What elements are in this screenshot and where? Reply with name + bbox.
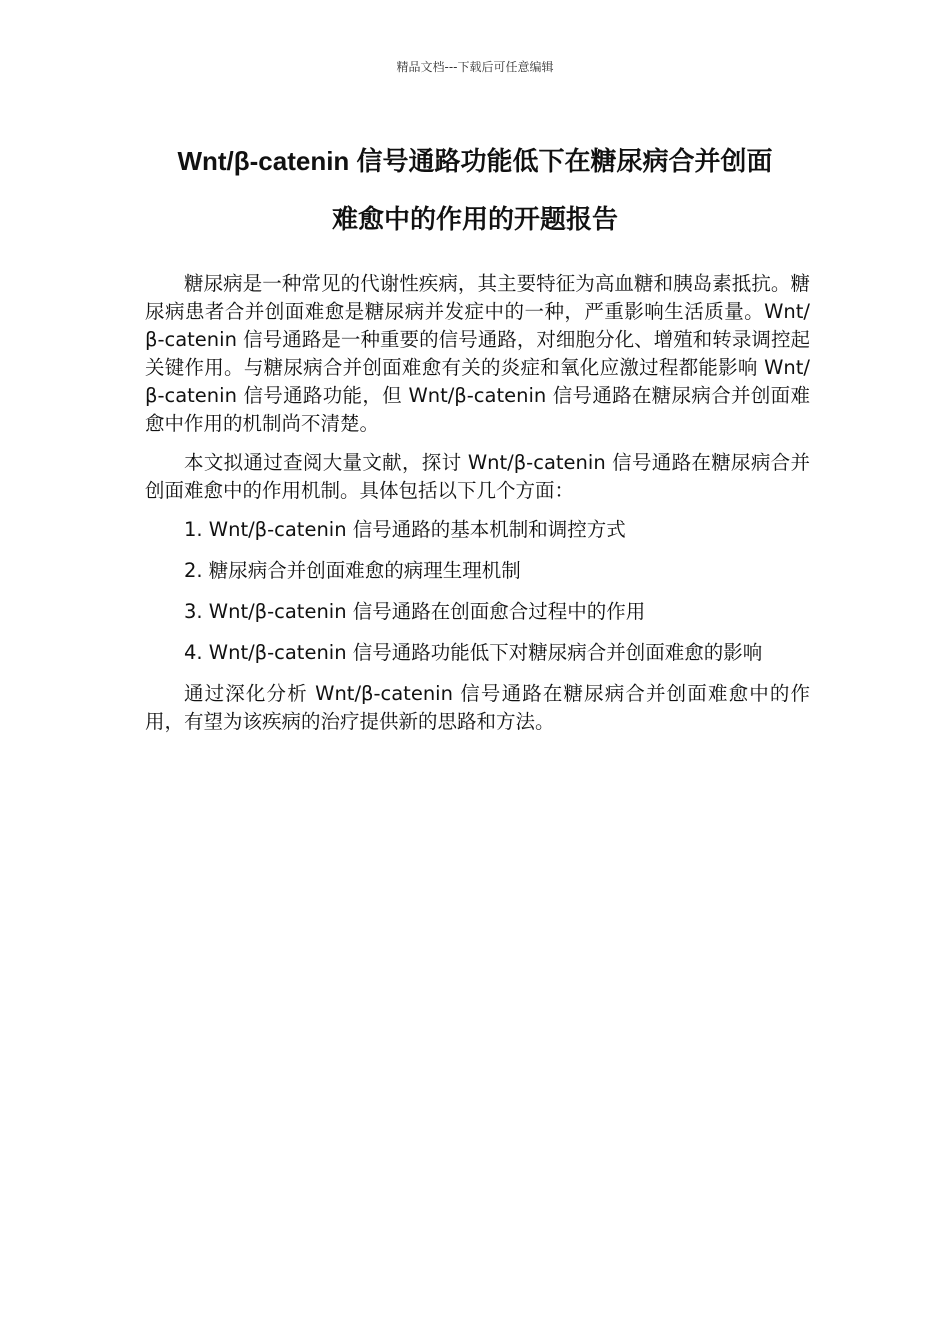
list-item: 1. Wnt/β-catenin 信号通路的基本机制和调控方式 <box>184 518 626 541</box>
paragraph-aims: 本文拟通过查阅大量文献，探讨 Wnt/β-catenin 信号通路在糖尿病合并创面难愈中的作用机制。具体包括以下几个方面： <box>145 451 810 502</box>
list-item: 4. Wnt/β-catenin 信号通路功能低下对糖尿病合并创面难愈的影响 <box>184 641 763 664</box>
paragraph-conclusion: 通过深化分析 Wnt/β-catenin 信号通路在糖尿病合并创面难愈中的作用，有望为该疾病的治疗提供新的思路和方法。 <box>145 682 810 733</box>
title-line-1: Wnt/β-catenin 信号通路功能低下在糖尿病合并创面 <box>177 146 773 176</box>
paragraph-intro: 糖尿病是一种常见的代谢性疾病，其主要特征为高血糖和胰岛素抵抗。糖尿病患者合并创面难愈是糖尿病并发症中的一种，严重影响生活质量。Wnt/β-catenin 信号通路是一种重要的信号通路，对细胞分化、增殖和转录调控起关键作用。与糖尿病合并创面难愈有关的炎症和氧化应激过程都能影响 Wnt/β-catenin 信号通路功能，但 Wnt/β-catenin 信号通路在糖尿病合并创面难愈中作用的机制尚不清楚。 <box>145 272 810 435</box>
document-title <box>120 132 830 248</box>
document-body <box>145 270 810 747</box>
title-line-2: 难愈中的作用的开题报告 <box>331 204 618 234</box>
list-item: 3. Wnt/β-catenin 信号通路在创面愈合过程中的作用 <box>184 600 646 623</box>
header-note: 精品文档---下载后可任意编辑 <box>396 60 554 74</box>
list-item: 2. 糖尿病合并创面难愈的病理生理机制 <box>184 559 521 582</box>
